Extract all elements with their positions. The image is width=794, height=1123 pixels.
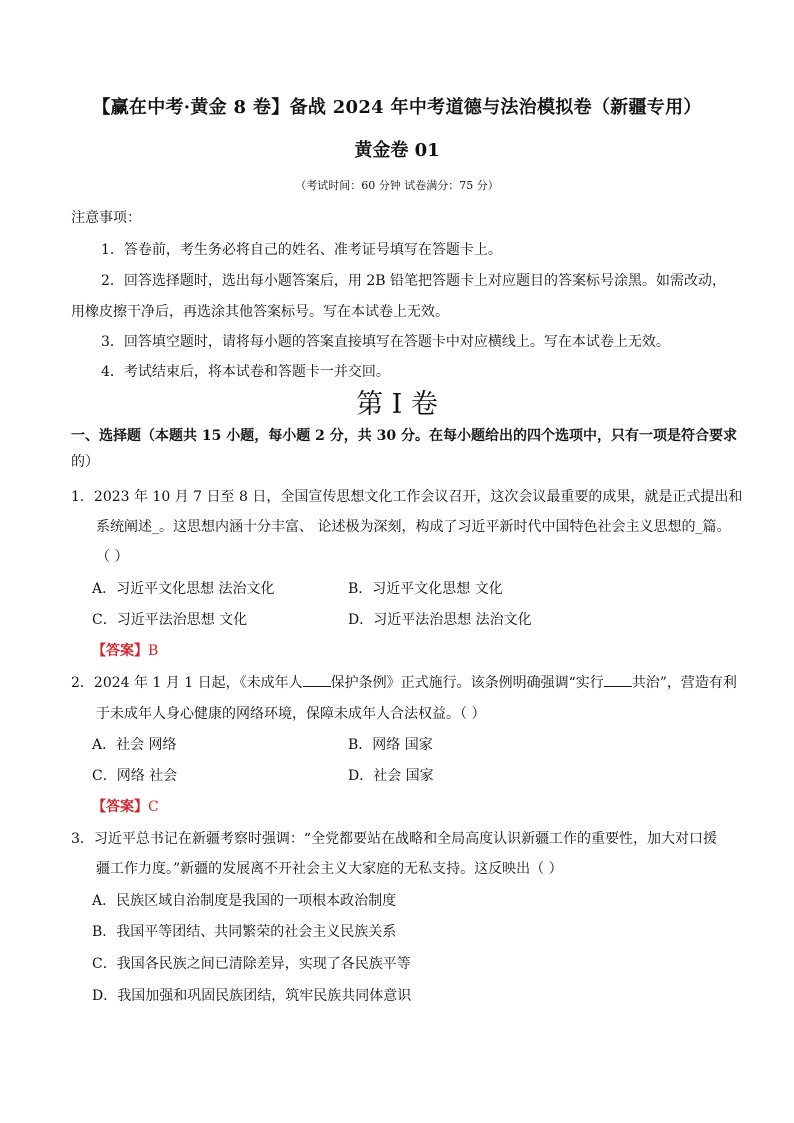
q1-stem-line3: （ ） (96, 549, 129, 565)
q2-option-d: D．社会 国家 (348, 768, 434, 784)
q2-stem-line1 (71, 672, 737, 692)
q2-answer (92, 796, 159, 816)
exam-meta: （考试时间：60 分钟 试卷满分：75 分） (295, 179, 499, 192)
notice-item-2: 2．回答选择题时，选出每小题答案后，用 2B 铅笔把答题卡上对应题目的答案标号涂黑。如需改动， (101, 273, 727, 289)
q3-stem-line2: 疆工作力度。”新疆的发展离不开社会主义大家庭的无私支持。这反映出（ ） (96, 861, 563, 877)
q1-option-d: D．习近平法治思想 法治文化 (348, 612, 532, 628)
notice-item-2-cont: 用橡皮擦干净后，再选涂其他答案标号。写在本试卷上无效。 (71, 304, 449, 320)
answer-value: C (148, 799, 159, 815)
exam-title: 【赢在中考·黄金 8 卷】备战 2024 年中考道德与法治模拟卷（新疆专用） (92, 97, 702, 118)
q1-option-c: C．习近平法治思想 文化 (92, 612, 248, 628)
notice-item-4: 4．考试结束后，将本试卷和答题卡一并交回。 (101, 364, 390, 380)
q3-stem-line1: 3．习近平总书记在新疆考察时强调：“全党都要站在战略和全局高度认识新疆工作的重要性，加大对口援 (71, 831, 718, 847)
q2-stem-part2: 保护条例》正式施行。该条例明确强调“实行 (330, 675, 604, 691)
answer-tag: 【答案】 (92, 799, 148, 815)
answer-value: B (148, 643, 159, 659)
section-title: 第 I 卷 (356, 389, 438, 420)
q1-option-a: A．习近平文化思想 法治文化 (92, 581, 275, 597)
q2-stem-line2: 于未成年人身心健康的网络环境，保障未成年人合法权益。（ ） (96, 706, 486, 722)
answer-tag: 【答案】 (92, 643, 148, 659)
q2-stem-part1: 2．2024 年 1 月 1 日起，《未成年人 (71, 675, 303, 691)
q3-option-b: B．我国平等团结、共同繁荣的社会主义民族关系 (92, 924, 397, 940)
q3-option-d: D．我国加强和巩固民族团结，筑牢民族共同体意识 (92, 988, 412, 1004)
blank-underline (303, 674, 331, 687)
q1-option-b: B．习近平文化思想 文化 (348, 581, 503, 597)
q1-answer (92, 640, 158, 660)
q2-stem-part3: 共治”，营造有利 (631, 675, 737, 691)
blank-underline (604, 674, 632, 687)
notice-item-3: 3．回答填空题时，请将每小题的答案直接填写在答题卡中对应横线上。写在本试卷上无效。 (101, 334, 670, 350)
exam-subtitle: 黄金卷 01 (354, 140, 440, 161)
q1-stem-line1: 1．2023 年 10 月 7 日至 8 日，全国宣传思想文化工作会议召开，这次会议最重要的成果，就是正式提出和 (71, 489, 743, 505)
q1-stem-line2: 系统阐述_。这思想内涵十分丰富、 论述极为深刻，构成了习近平新时代中国特色社会主义思想的_篇。 (96, 519, 731, 535)
q3-option-c: C．我国各民族之间已清除差异，实现了各民族平等 (92, 956, 411, 972)
notice-item-1: 1．答卷前，考生务必将自己的姓名、准考证号填写在答题卡上。 (101, 242, 502, 258)
part-one-heading: 一、选择题（本题共 15 小题，每小题 2 分，共 30 分。在每小题给出的四个选项中，只有一项是符合要求 (71, 428, 737, 444)
q2-option-b: B．网络 国家 (348, 737, 433, 753)
q3-option-a: A．民族区域自治制度是我国的一项根本政治制度 (92, 893, 397, 909)
notice-heading: 注意事项： (71, 210, 141, 226)
part-one-heading-cont: 的） (71, 454, 99, 470)
q2-option-a: A．社会 网络 (92, 737, 177, 753)
q2-option-c: C．网络 社会 (92, 768, 178, 784)
